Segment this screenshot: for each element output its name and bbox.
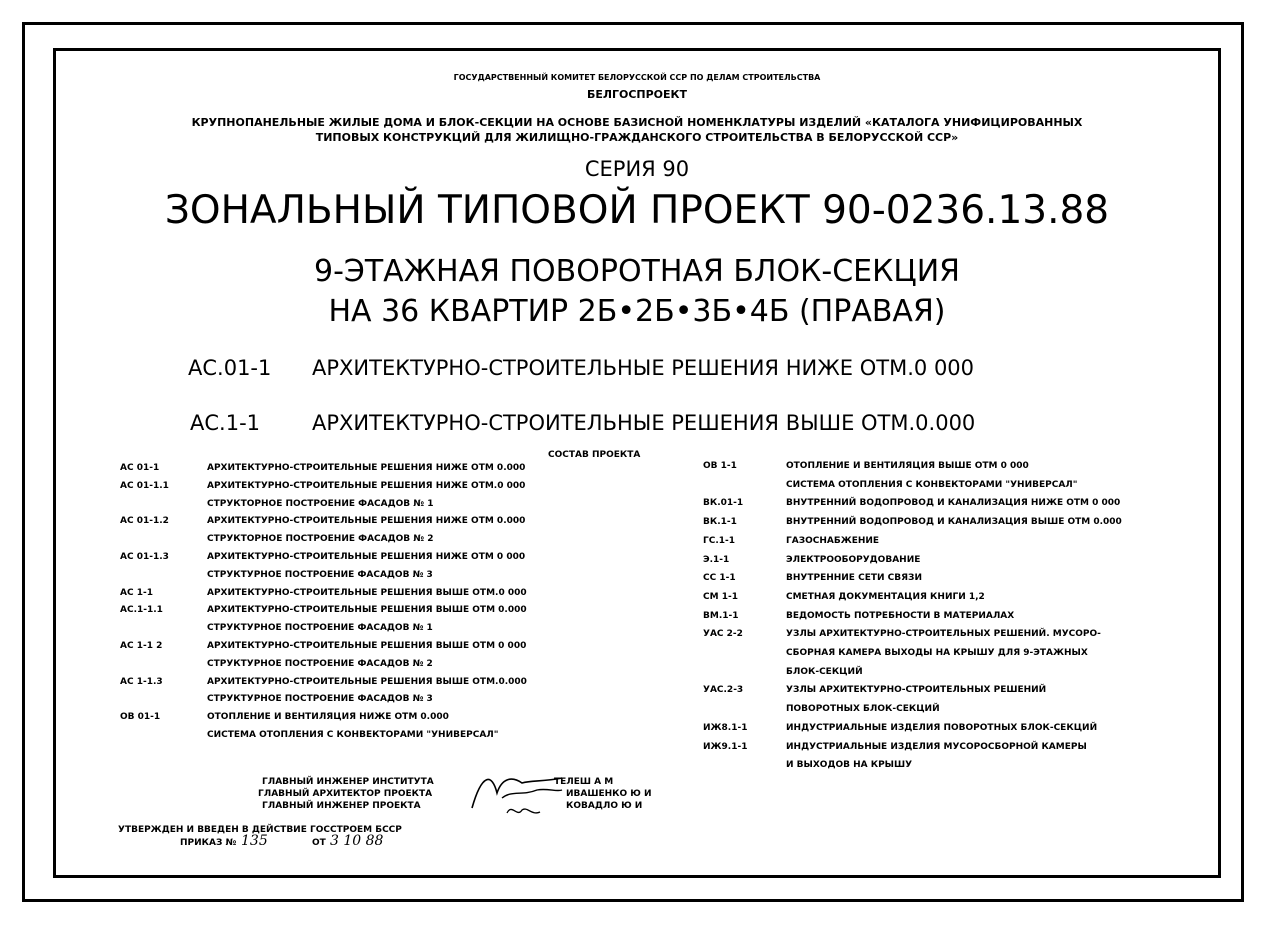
composition-code: АС 01-1.2	[120, 516, 169, 527]
composition-text: ВНУТРЕННИЙ ВОДОПРОВОД И КАНАЛИЗАЦИЯ ВЫШЕ ОТМ 0.000	[786, 517, 1122, 528]
subtitle-line-1: 9-ЭТАЖНАЯ ПОВОРОТНАЯ БЛОК-СЕКЦИЯ	[314, 254, 960, 289]
composition-code: ОВ 01-1	[120, 712, 161, 723]
project-title: ЗОНАЛЬНЫЙ ТИПОВОЙ ПРОЕКТ 90-0236.13.88	[164, 188, 1110, 233]
composition-text: ЭЛЕКТРООБОРУДОВАНИЕ	[786, 554, 921, 565]
composition-text: АРХИТЕКТУРНО-СТРОИТЕЛЬНЫЕ РЕШЕНИЯ ВЫШЕ ОТМ 0.000	[207, 605, 527, 616]
composition-code: ВМ.1-1	[703, 610, 739, 621]
organization-name: БЕЛГОСПРОЕКТ	[586, 88, 688, 101]
composition-text: АРХИТЕКТУРНО-СТРОИТЕЛЬНЫЕ РЕШЕНИЯ НИЖЕ ОТМ 0.000	[207, 516, 526, 527]
composition-text: АРХИТЕКТУРНО-СТРОИТЕЛЬНЫЕ РЕШЕНИЯ ВЫШЕ ОТМ 0 000	[207, 641, 527, 651]
composition-code: ИЖ8.1-1	[703, 722, 748, 733]
role-chief-architect: ГЛАВНЫЙ АРХИТЕКТОР ПРОЕКТА	[258, 789, 433, 799]
intro-line-1: КРУПНОПАНЕЛЬНЫЕ ЖИЛЫЕ ДОМА И БЛОК-СЕКЦИИ НА ОСНОВЕ БАЗИСНОЙ НОМЕНКЛАТУРЫ ИЗДЕЛИЙ «КАТАЛОГА УНИФИЦИРОВАННЫХ	[191, 116, 1083, 129]
composition-text: АРХИТЕКТУРНО-СТРОИТЕЛЬНЫЕ РЕШЕНИЯ НИЖЕ ОТМ 0.000	[207, 463, 526, 473]
approval-date: 3 10 88	[330, 833, 384, 849]
composition-code: АС 01-1	[120, 463, 160, 473]
composition-code: АС.1-1.1	[120, 605, 163, 616]
series-label: СЕРИЯ 90	[584, 157, 690, 181]
subtitle-line-2: НА 36 КВАРТИР 2Б•2Б•3Б•4Б (ПРАВАЯ)	[328, 294, 946, 329]
name-ivashenko: ИВАШЕНКО Ю И	[566, 789, 652, 799]
role-chief-engineer-project: ГЛАВНЫЙ ИНЖЕНЕР ПРОЕКТА	[262, 801, 421, 811]
composition-code: АС 1-1 2	[120, 641, 163, 651]
volume-2-code: АС.1-1	[190, 411, 261, 435]
composition-text: БЛОК-СЕКЦИЙ	[786, 666, 863, 677]
date-label: ОТ	[312, 838, 326, 848]
approval-line: УТВЕРЖДЕН И ВВЕДЕН В ДЕЙСТВИЕ ГОССТРОЕМ БССР	[118, 825, 402, 835]
composition-text: ПОВОРОТНЫХ БЛОК-СЕКЦИЙ	[786, 704, 940, 715]
composition-text: СТРУКТУРНОЕ ПОСТРОЕНИЕ ФАСАДОВ № 2	[207, 658, 433, 669]
composition-code: АС 1-1.3	[120, 676, 163, 687]
composition-text: СТРУКТУРНОЕ ПОСТРОЕНИЕ ФАСАДОВ № 3	[207, 569, 433, 580]
composition-heading: СОСТАВ ПРОЕКТА	[548, 450, 641, 460]
volume-1-title: АРХИТЕКТУРНО-СТРОИТЕЛЬНЫЕ РЕШЕНИЯ НИЖЕ ОТМ.0 000	[312, 356, 975, 380]
composition-text: ИНДУСТРИАЛЬНЫЕ ИЗДЕЛИЯ ПОВОРОТНЫХ БЛОК-СЕКЦИЙ	[786, 722, 1098, 733]
composition-text: СТРУКТУРНОЕ ПОСТРОЕНИЕ ФАСАДОВ № 3	[207, 694, 433, 705]
composition-text: СИСТЕМА ОТОПЛЕНИЯ С КОНВЕКТОРАМИ "УНИВЕРСАЛ"	[207, 730, 499, 740]
volume-1-code: АС.01-1	[188, 356, 272, 380]
composition-code: АС 01-1.3	[120, 552, 169, 562]
composition-text: ИНДУСТРИАЛЬНЫЕ ИЗДЕЛИЯ МУСОРОСБОРНОЙ КАМЕРЫ	[786, 741, 1087, 752]
composition-text: ВНУТРЕННИЕ СЕТИ СВЯЗИ	[786, 573, 922, 584]
composition-code: АС 01-1.1	[120, 480, 169, 491]
agency-name: ГОСУДАРСТВЕННЫЙ КОМИТЕТ БЕЛОРУССКОЙ ССР ПО ДЕЛАМ СТРОИТЕЛЬСТВА	[453, 73, 821, 82]
composition-code: ИЖ9.1-1	[703, 741, 748, 752]
composition-code: ВК.01-1	[703, 498, 744, 509]
composition-text: ВНУТРЕННИЙ ВОДОПРОВОД И КАНАЛИЗАЦИЯ НИЖЕ ОТМ 0 000	[786, 498, 1121, 509]
composition-code: ГС.1-1	[703, 535, 736, 546]
name-kovadlo: КОВАДЛО Ю И	[566, 801, 643, 811]
role-chief-engineer-institute: ГЛАВНЫЙ ИНЖЕНЕР ИНСТИТУТА	[262, 777, 434, 787]
composition-text: АРХИТЕКТУРНО-СТРОИТЕЛЬНЫЕ РЕШЕНИЯ ВЫШЕ ОТМ.0.000	[207, 676, 527, 687]
composition-text: АРХИТЕКТУРНО-СТРОИТЕЛЬНЫЕ РЕШЕНИЯ НИЖЕ ОТМ.0 000	[207, 480, 526, 491]
composition-code: СМ 1-1	[703, 591, 738, 602]
composition-text: ГАЗОСНАБЖЕНИЕ	[786, 535, 880, 546]
composition-code: УАС.2-3	[703, 685, 744, 696]
composition-code: ОВ 1-1	[703, 461, 737, 471]
composition-text: УЗЛЫ АРХИТЕКТУРНО-СТРОИТЕЛЬНЫХ РЕШЕНИЙ. МУСОРО-	[786, 629, 1101, 640]
order-label: ПРИКАЗ №	[180, 838, 237, 848]
composition-text: СБОРНАЯ КАМЕРА ВЫХОДЫ НА КРЫШУ ДЛЯ 9-ЭТАЖНЫХ	[786, 648, 1088, 658]
composition-code: Э.1-1	[703, 554, 730, 565]
composition-code: ВК.1-1	[703, 517, 737, 528]
composition-text: И ВЫХОДОВ НА КРЫШУ	[786, 760, 913, 771]
composition-text: ВЕДОМОСТЬ ПОТРЕБНОСТИ В МАТЕРИАЛАХ	[786, 610, 1015, 621]
composition-code: АС 1-1	[120, 587, 153, 598]
composition-text: ОТОПЛЕНИЕ И ВЕНТИЛЯЦИЯ ВЫШЕ ОТМ 0 000	[786, 461, 1029, 471]
composition-text: СТРУКТОРНОЕ ПОСТРОЕНИЕ ФАСАДОВ № 1	[207, 498, 434, 509]
composition-code: УАС 2-2	[703, 629, 743, 640]
name-telesh: ТЕЛЕШ А М	[554, 777, 614, 787]
volume-2-title: АРХИТЕКТУРНО-СТРОИТЕЛЬНЫЕ РЕШЕНИЯ ВЫШЕ ОТМ.0.000	[312, 411, 976, 435]
composition-text: АРХИТЕКТУРНО-СТРОИТЕЛЬНЫЕ РЕШЕНИЯ НИЖЕ ОТМ 0 000	[207, 552, 526, 562]
composition-text: УЗЛЫ АРХИТЕКТУРНО-СТРОИТЕЛЬНЫХ РЕШЕНИЙ	[786, 685, 1047, 696]
composition-text: СМЕТНАЯ ДОКУМЕНТАЦИЯ КНИГИ 1,2	[786, 591, 985, 602]
intro-line-2: ТИПОВЫХ КОНСТРУКЦИЙ ДЛЯ ЖИЛИЩНО-ГРАЖДАНСКОГО СТРОИТЕЛЬСТВА В БЕЛОРУССКОЙ ССР»	[315, 131, 959, 144]
order-number: 135	[241, 833, 268, 849]
composition-text: ОТОПЛЕНИЕ И ВЕНТИЛЯЦИЯ НИЖЕ ОТМ 0.000	[207, 712, 449, 723]
composition-text: АРХИТЕКТУРНО-СТРОИТЕЛЬНЫЕ РЕШЕНИЯ ВЫШЕ ОТМ.0 000	[207, 587, 527, 598]
composition-text: СТРУКТОРНОЕ ПОСТРОЕНИЕ ФАСАДОВ № 2	[207, 534, 434, 545]
composition-text: СТРУКТУРНОЕ ПОСТРОЕНИЕ ФАСАДОВ № 1	[207, 623, 433, 634]
composition-text: СИСТЕМА ОТОПЛЕНИЯ С КОНВЕКТОРАМИ "УНИВЕРСАЛ"	[786, 479, 1078, 490]
composition-code: СС 1-1	[703, 573, 736, 584]
